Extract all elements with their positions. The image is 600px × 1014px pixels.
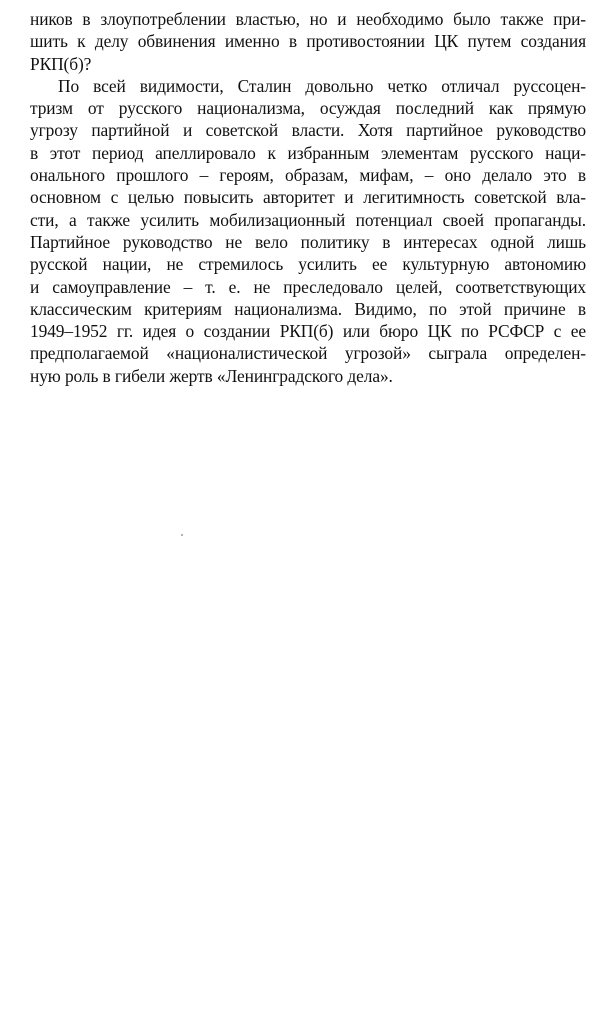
text-line: ников в злоупотреблении властью, но и необходимо было также при- bbox=[30, 9, 586, 29]
text-line: классическим критериям национализма. Видимо, по этой причине в bbox=[30, 298, 586, 319]
text-line: Партийное руководство не вело политику в интересах одной лишь bbox=[30, 231, 586, 252]
text-line: угрозу партийной и советской власти. Хотя партийное руководство bbox=[30, 120, 586, 141]
text-line: онального прошлого – героям, образам, мифам, – оно делало это в bbox=[30, 165, 586, 186]
text-line: и самоуправление – т. е. не преследовало целей, соответствующих bbox=[30, 276, 586, 297]
body-text bbox=[30, 8, 586, 387]
text-line: основном с целью повысить авторитет и легитимность советской вла- bbox=[30, 187, 586, 208]
scan-speck bbox=[181, 534, 183, 536]
text-line: шить к делу обвинения именно в противостоянии ЦК путем создания bbox=[30, 31, 586, 52]
text-line: сти, а также усилить мобилизационный потенциал своей пропаганды. bbox=[30, 209, 586, 230]
text-line: предполагаемой «националистической угрозой» сыграла определен- bbox=[30, 343, 586, 364]
paragraph bbox=[30, 8, 586, 75]
text-line: в этот период апеллировало к избранным элементам русского наци- bbox=[30, 142, 586, 163]
text-line: русской нации, не стремилось усилить ее культурную автономию bbox=[30, 254, 586, 275]
paragraph bbox=[30, 75, 586, 387]
text-line: 1949–1952 гг. идея о создании РКП(б) или бюро ЦК по РСФСР с ее bbox=[30, 321, 586, 342]
text-line: тризм от русского национализма, осуждая последний как прямую bbox=[30, 98, 586, 119]
text-line: ную роль в гибели жертв «Ленинградского дела». bbox=[30, 365, 393, 386]
text-line: По всей видимости, Сталин довольно четко отличал руссоцен- bbox=[58, 75, 586, 96]
text-line: РКП(б)? bbox=[30, 53, 92, 74]
